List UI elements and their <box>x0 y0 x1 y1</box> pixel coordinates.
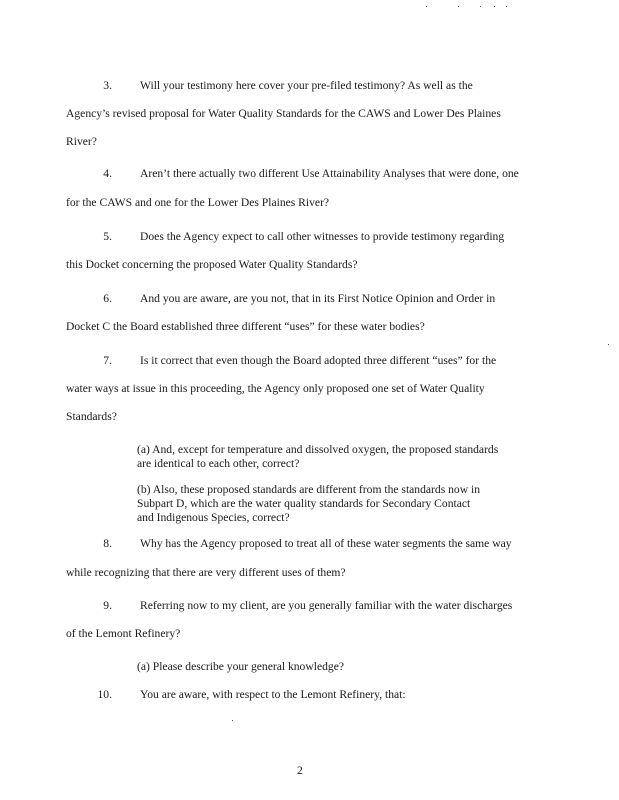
question-text-line: And you are aware, are you not, that in its First Notice Opinion and Order in <box>140 292 496 305</box>
subquestion-text-line: Subpart D, which are the water quality standards for Secondary Contact <box>137 497 471 510</box>
scan-speck <box>480 6 481 7</box>
question-text-line: Referring now to my client, are you generally familiar with the water discharges <box>140 599 513 612</box>
scan-speck <box>506 6 507 7</box>
question-text-line: of the Lemont Refinery? <box>66 627 181 640</box>
question-text-line: River? <box>66 135 97 148</box>
question-text-line: for the CAWS and one for the Lower Des Plaines River? <box>66 196 330 209</box>
question-text-line: You are aware, with respect to the Lemont Refinery, that: <box>140 688 406 701</box>
scan-speck <box>608 344 609 345</box>
question-text-line: Why has the Agency proposed to treat all of these water segments the same way <box>140 537 512 550</box>
subquestion-text-line: and Indigenous Species, correct? <box>137 511 290 524</box>
question-number: 8. <box>103 537 112 550</box>
question-number: 10. <box>97 688 112 701</box>
subquestion-text-line: (a) Please describe your general knowledge? <box>137 660 344 673</box>
subquestion-text-line: (b) Also, these proposed standards are different from the standards now in <box>137 483 481 496</box>
question-text-line: water ways at issue in this proceeding, the Agency only proposed one set of Water Quality <box>66 382 485 395</box>
question-text-line: Agency’s revised proposal for Water Quality Standards for the CAWS and Lower Des Plaines <box>66 107 501 120</box>
scan-speck <box>458 6 459 7</box>
question-text-line: Standards? <box>66 410 117 423</box>
question-text-line: Does the Agency expect to call other witnesses to provide testimony regarding <box>140 230 505 243</box>
subquestion-text-line: are identical to each other, correct? <box>137 457 300 470</box>
question-number: 6. <box>103 292 112 305</box>
question-number: 7. <box>103 354 112 367</box>
question-text-line: while recognizing that there are very different uses of them? <box>66 566 346 579</box>
scan-speck <box>494 6 495 7</box>
subquestion-text-line: (a) And, except for temperature and dissolved oxygen, the proposed standards <box>137 443 499 456</box>
question-text-line: Will your testimony here cover your pre-filed testimony? As well as the <box>140 79 473 92</box>
question-text-line: this Docket concerning the proposed Water Quality Standards? <box>66 258 358 271</box>
question-number: 3. <box>103 79 112 92</box>
page-number: 2 <box>297 764 303 777</box>
scan-speck <box>232 720 233 721</box>
question-text-line: Is it correct that even though the Board adopted three different “uses” for the <box>140 354 497 367</box>
question-number: 9. <box>103 599 112 612</box>
question-text-line: Aren’t there actually two different Use Attainability Analyses that were done, one <box>140 167 519 180</box>
question-text-line: Docket C the Board established three different “uses” for these water bodies? <box>66 320 425 333</box>
scan-speck <box>426 6 427 7</box>
question-number: 4. <box>103 167 112 180</box>
question-number: 5. <box>103 230 112 243</box>
